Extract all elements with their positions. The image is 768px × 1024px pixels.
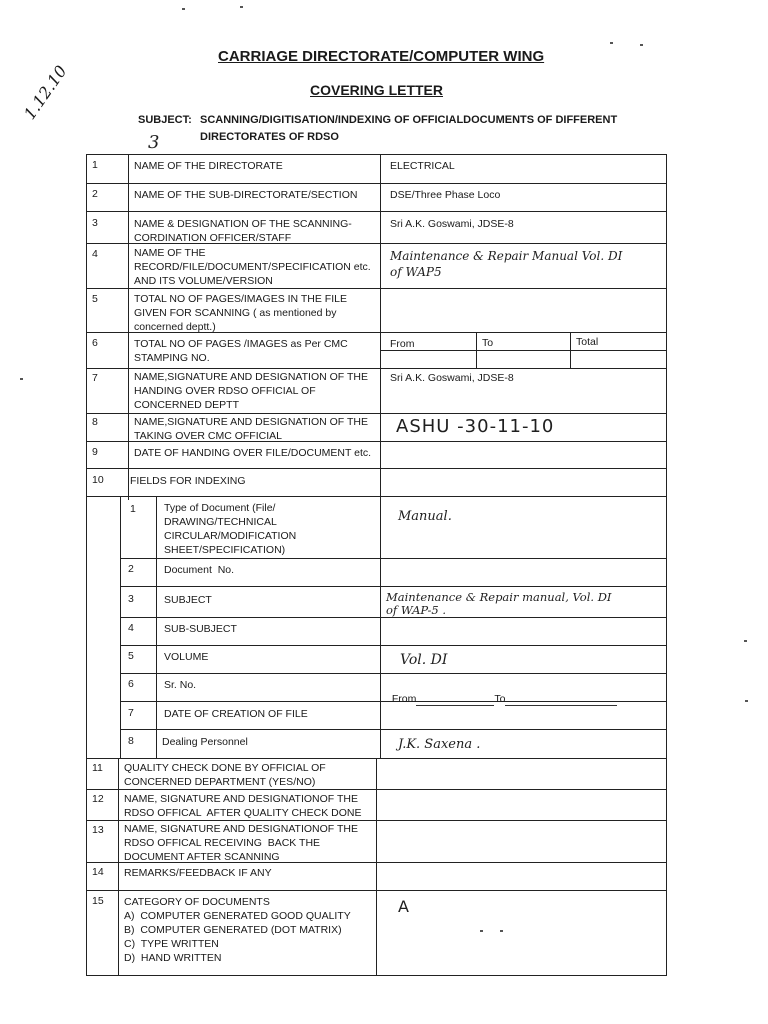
subject-line-1: SCANNING/DIGITISATION/INDEXING OF OFFICIALDOCUMENTS OF DIFFERENT	[200, 114, 618, 126]
index-label: SUBJECT	[164, 594, 212, 606]
index-number: 3	[128, 593, 134, 605]
row-label: NAME, SIGNATURE AND DESIGNATIONOF THE RDSO OFFICAL AFTER QUALITY CHECK DONE	[124, 793, 362, 819]
row-number: 8	[92, 416, 98, 428]
index-value-handwritten: Manual.	[398, 509, 452, 524]
row-number: 3	[92, 217, 98, 229]
margin-handwritten-date: 1.12.10	[20, 61, 71, 123]
index-label: SUB-SUBJECT	[164, 623, 237, 635]
row-value-handwritten: Maintenance & Repair Manual Vol. DI of WAP5	[390, 249, 623, 279]
row-number: 11	[92, 762, 103, 774]
subject-label: SUBJECT:	[138, 114, 192, 126]
from-label: From	[390, 338, 415, 350]
index-number: 7	[128, 707, 134, 719]
index-value-handwritten: J.K. Saxena .	[398, 737, 481, 752]
index-label: Document No.	[164, 564, 235, 576]
row-number: 14	[92, 866, 104, 878]
row-label: TOTAL NO OF PAGES /IMAGES as Per CMC STAMPING NO.	[134, 338, 348, 364]
row-number: 13	[92, 824, 104, 836]
row-label: CATEGORY OF DOCUMENTS A) COMPUTER GENERATED GOOD QUALITY B) COMPUTER GENERATED (DOT MATRIX) C) TYPE WRITTEN D) HAND WRITTEN	[124, 896, 351, 964]
row-label: REMARKS/FEEDBACK IF ANY	[124, 867, 272, 879]
index-number: 2	[128, 563, 134, 575]
row-number: 10	[92, 474, 104, 486]
row-label: QUALITY CHECK DONE BY OFFICIAL OF CONCERNED DEPARTMENT (YES/NO)	[124, 762, 326, 788]
index-label: DATE OF CREATION OF FILE	[164, 708, 308, 720]
row-label: NAME,SIGNATURE AND DESIGNATION OF THE TAKING OVER CMC OFFICIAL	[134, 416, 368, 442]
row-value: Sri A.K. Goswami, JDSE-8	[390, 372, 514, 384]
row-label: NAME, SIGNATURE AND DESIGNATIONOF THE RDSO OFFICAL RECEIVING BACK THE DOCUMENT AFTER SCANNING	[124, 823, 358, 863]
index-number: 6	[128, 678, 134, 690]
subject-line-2: DIRECTORATES OF RDSO	[200, 131, 339, 143]
index-label: Sr. No.	[164, 679, 197, 691]
index-label: VOLUME	[164, 651, 209, 663]
index-label: Type of Document (File/ DRAWING/TECHNICAL CIRCULAR/MODIFICATION SHEET/SPECIFICATION)	[164, 502, 297, 556]
row-label: NAME OF THE DIRECTORATE	[134, 160, 283, 172]
row-number: 4	[92, 248, 98, 260]
row-number: 1	[92, 159, 98, 171]
index-value-handwritten: Vol. DI	[400, 652, 448, 668]
row-value-handwritten: A	[398, 897, 409, 916]
row-label: NAME,SIGNATURE AND DESIGNATION OF THE HANDING OVER RDSO OFFICIAL OF CONCERNED DEPTT	[134, 371, 368, 411]
from-label: From	[391, 693, 417, 705]
index-number: 1	[130, 503, 136, 515]
index-from-field	[386, 678, 617, 706]
page-subtitle: COVERING LETTER	[310, 82, 444, 98]
index-label: Dealing Personnel	[162, 736, 248, 748]
row-number: 7	[92, 372, 98, 384]
row-value: ELECTRICAL	[390, 160, 455, 172]
row-number: 5	[92, 293, 98, 305]
to-label: To	[482, 337, 494, 349]
row-label: NAME OF THE SUB-DIRECTORATE/SECTION	[134, 189, 358, 201]
page-mark: 3	[148, 132, 160, 153]
row-label: DATE OF HANDING OVER FILE/DOCUMENT etc.	[134, 447, 372, 459]
page-title: CARRIAGE DIRECTORATE/COMPUTER WING	[218, 48, 545, 65]
row-number: 2	[92, 188, 98, 200]
row-label: NAME & DESIGNATION OF THE SCANNING- CORDINATION OFFICER/STAFF	[134, 218, 352, 244]
row-number: 15	[92, 895, 104, 907]
index-number: 4	[128, 622, 134, 634]
row-value: Sri A.K. Goswami, JDSE-8	[390, 218, 514, 230]
row-label: TOTAL NO OF PAGES/IMAGES IN THE FILE GIVEN FOR SCANNING ( as mentioned by concerned deptt.)	[134, 293, 347, 333]
row-number: 12	[92, 793, 104, 805]
row-number: 6	[92, 337, 98, 349]
index-value-handwritten: Maintenance & Repair manual, Vol. DI of WAP-5 .	[386, 590, 612, 617]
index-number: 8	[128, 735, 134, 747]
total-label: Total	[576, 336, 599, 348]
to-label: To	[494, 693, 506, 705]
row-number: 9	[92, 446, 98, 458]
row-value-handwritten: ASHU -30-11-10	[396, 416, 555, 437]
row-value: DSE/Three Phase Loco	[390, 189, 501, 201]
index-number: 5	[128, 650, 134, 662]
row-label: NAME OF THE RECORD/FILE/DOCUMENT/SPECIFICATION etc. AND ITS VOLUME/VERSION	[134, 247, 371, 287]
row-label: FIELDS FOR INDEXING	[130, 475, 246, 487]
